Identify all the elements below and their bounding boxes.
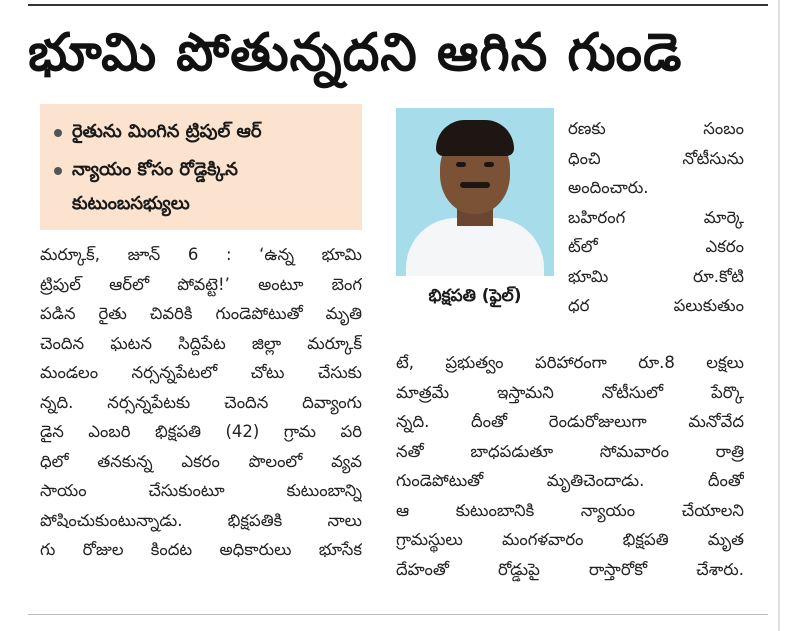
- body-line: గుండెపోటుతో మృతిచెందాడు. దీంతో: [396, 471, 744, 490]
- body-line: భూమి రూ.కోటి: [568, 266, 744, 286]
- right-narrow-column: [568, 114, 744, 321]
- body-line: మర్కూక్, జూన్ 6 : ‘ఉన్న భూమి: [40, 245, 362, 264]
- body-line: చెందిన ఘటన సిద్దిపేట జిల్లా మర్కూక్: [40, 333, 362, 353]
- bullet-icon: [54, 167, 62, 175]
- subheading-2-cont: కుటుంబసభ్యులు: [72, 193, 190, 214]
- photo-eye: [456, 162, 466, 167]
- body-line: మండలం నర్సన్నపేటలో చోటు చేసుకు: [40, 363, 362, 382]
- photo-shirt: [406, 218, 544, 276]
- body-line: నతో బాధపడుతూ సోమవారం రాత్రి: [396, 441, 744, 461]
- photo-caption: భిక్షపతి (ఫైల్): [428, 286, 522, 306]
- body-line: న్నది. నర్సన్నపేటకు చెందిన దివ్యాంగు: [40, 392, 362, 412]
- body-line: ధించి నోటీసును: [568, 148, 744, 168]
- body-line: గ్రామస్థులు మంగళవారం భిక్షపతి మృత: [396, 530, 744, 549]
- page-edge: [778, 0, 780, 631]
- bottom-divider: [28, 614, 768, 615]
- body-line: డైన ఎంబరి భిక్షపతి (42) గ్రామ పరి: [40, 422, 362, 441]
- body-line: అందించారు.: [568, 178, 649, 197]
- body-line: పడిన రైతు చివరికి గుండెపోటుతో మృతి: [40, 304, 362, 323]
- body-line: బహిరంగ మార్కె: [568, 207, 744, 227]
- photo-hair: [436, 120, 514, 156]
- body-line: దేహంతో రోడ్డుపై రాస్తారోకో చేశారు.: [396, 559, 744, 579]
- body-line: న్నది. దీంతో రెండురోజులుగా మనోవేద: [396, 412, 744, 431]
- body-line: పోషించుకుంటున్నాడు. భిక్షపతికి నాలు: [40, 510, 362, 530]
- subheading-2: న్యాయం కోసం రోడ్డెక్కిన: [72, 159, 238, 180]
- bullet-icon: [54, 129, 62, 137]
- person-photo: [396, 108, 554, 276]
- right-wide-column: [396, 348, 744, 584]
- body-line: మాత్రమే ఇస్తామని నోటీసులో పేర్కొ: [396, 382, 744, 402]
- body-line: రణకు సంబం: [568, 119, 744, 138]
- photo-moustache: [460, 182, 490, 188]
- body-line: సాయం చేసుకుంటూ కుటుంబాన్ని: [40, 481, 362, 500]
- body-line: ట్‌లో ఎకరం: [568, 237, 744, 256]
- body-line: ట్రిపుల్ ఆర్‌లో పోవట్టె!’ అంటూ బెంగ: [40, 274, 362, 294]
- subheading-box: [40, 104, 362, 230]
- photo-eye: [484, 162, 494, 167]
- left-column: [40, 240, 362, 565]
- headline: భూమి పోతున్నదని ఆగిన గుండె: [28, 23, 683, 83]
- top-divider: [28, 4, 768, 6]
- body-line: ఆ కుటుంబానికి న్యాయం చేయాలని: [396, 500, 744, 520]
- body-line: ధిలో తనకున్న ఎకరం పొలంలో వ్యవ: [40, 451, 362, 471]
- body-line: ధర పలుకుతుం: [568, 296, 744, 315]
- subheading-1: రైతును మింగిన ట్రిపుల్ ఆర్: [72, 121, 262, 142]
- body-line: టే, ప్రభుత్వం పరిహారంగా రూ.8 లక్షలు: [396, 353, 744, 372]
- body-line: గు రోజుల కిందట అధికారులు భూసేక: [40, 540, 362, 559]
